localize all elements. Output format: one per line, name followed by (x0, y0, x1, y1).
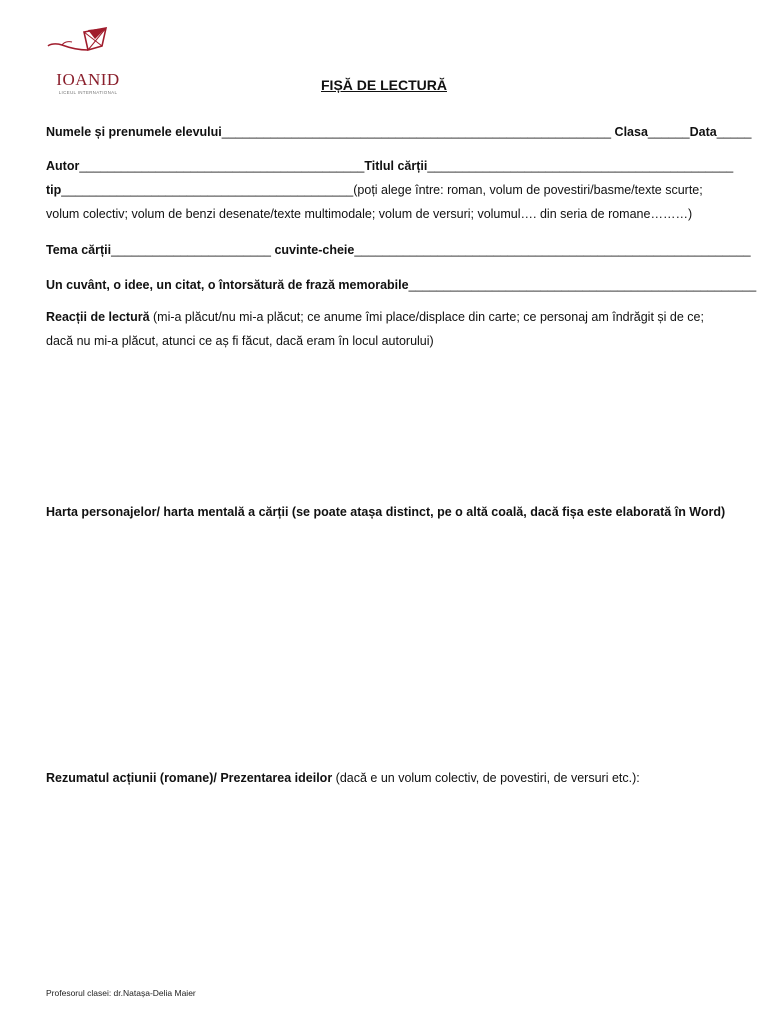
reactions-hint: (mi-a plăcut/nu mi-a plăcut; ce anume îmi place/displace din carte; ce personaj am îndrăgit și de ce; dacă nu mi-a plăcut, atunci ce aș fi făcut, dacă eram în locul autorului) (46, 310, 704, 348)
teacher-footer: Profesorul clasei: dr.Natașa-Delia Maier (46, 988, 196, 998)
kite-icon (44, 26, 124, 76)
author-label: Autor (46, 159, 80, 173)
quote-row (46, 277, 757, 293)
type-hint: (poți alege între: roman, volum de povestiri/basme/texte scurte; volum colectiv; volum de benzi desenate/texte multimodale; volum de versuri; volumul…. din seria de romane………) (46, 183, 703, 221)
reactions-section (46, 305, 726, 353)
keywords-label: cuvinte-cheie (270, 243, 355, 257)
quote-label: Un cuvânt, o idee, un citat, o întorsătură de frază memorabile (46, 278, 409, 292)
quote-field[interactable]: __________________________________________________ (408, 278, 757, 292)
type-label: tip (46, 183, 62, 197)
summary-label: Rezumatul acțiunii (romane)/ Prezentarea ideilor (46, 771, 333, 785)
theme-label: Tema cărții (46, 243, 112, 257)
name-label: Numele și prenumele elevului (46, 125, 222, 139)
theme-row (46, 242, 751, 258)
summary-section (46, 770, 726, 786)
book-title-label: Titlul cărții (364, 159, 428, 173)
keywords-field[interactable]: _________________________________________________________ (354, 243, 751, 257)
student-row (46, 124, 752, 140)
reactions-label: Reacții de lectură (46, 310, 150, 324)
logo-subtitle: LICEUL INTERNATIONAL (58, 90, 118, 95)
summary-hint: (dacă e un volum colectiv, de povestiri, de versuri etc.): (332, 771, 640, 785)
logo-name: IOANID (56, 70, 120, 89)
type-field[interactable]: __________________________________________ (61, 183, 354, 197)
class-field[interactable]: ______ (647, 125, 690, 139)
page-title: FIȘĂ DE LECTURĂ (321, 77, 447, 93)
class-label: Clasa (611, 125, 648, 139)
author-field[interactable]: _________________________________________ (79, 159, 365, 173)
book-title-field[interactable]: ____________________________________________ (427, 159, 734, 173)
author-row (46, 158, 734, 174)
name-field[interactable]: ________________________________________________________ (221, 125, 612, 139)
type-row (46, 178, 726, 226)
date-label: Data (689, 125, 717, 139)
date-field[interactable]: _____ (716, 125, 752, 139)
theme-field[interactable]: _______________________ (111, 243, 271, 257)
character-map-label: Harta personajelor/ harta mentală a cărții (se poate atașa distinct, pe o altă coală, dacă fișa este elaborată în Word) (46, 505, 726, 519)
